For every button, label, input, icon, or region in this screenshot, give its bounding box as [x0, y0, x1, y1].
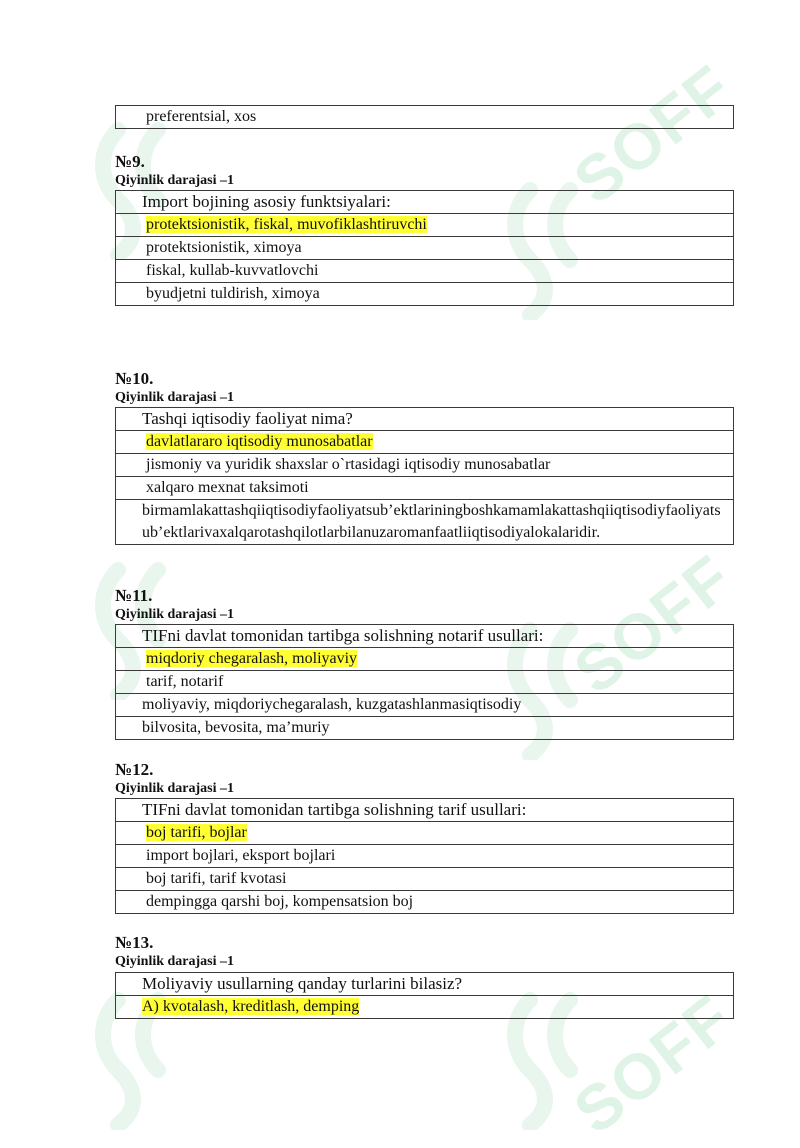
- question-stem: TIFni davlat tomonidan tartibga solishning notarif usullari:: [116, 625, 734, 648]
- answer-option: protektsionistik, ximoya: [116, 237, 734, 260]
- correct-answer: boj tarifi, bojlar: [146, 824, 247, 841]
- difficulty-level: Qiyinlik darajasi –1: [115, 390, 235, 405]
- question-number: №13.: [115, 933, 154, 952]
- answer-option: jismoniy va yuridik shaxslar o`rtasidagi iqtisodiy munosabatlar: [116, 454, 734, 477]
- question-stem: Tashqi iqtisodiy faoliyat nima?: [116, 408, 734, 431]
- answer-option: bilvosita, bevosita, ma’muriy: [116, 717, 734, 740]
- difficulty-level: Qiyinlik darajasi –1: [115, 954, 235, 969]
- prev-question-table: [115, 105, 734, 129]
- question-table: [115, 798, 734, 914]
- question-stem: Import bojining asosiy funktsiyalari:: [116, 191, 734, 214]
- question-stem: Moliyaviy usullarning qanday turlarini bilasiz?: [116, 973, 734, 996]
- question-header: [115, 152, 234, 189]
- question-number: №9.: [115, 152, 145, 171]
- correct-answer: protektsionistik, fiskal, muvofiklashtiruvchi: [146, 216, 427, 233]
- difficulty-level: Qiyinlik darajasi –1: [115, 173, 235, 188]
- answer-option: fiskal, kullab-kuvvatlovchi: [116, 260, 734, 283]
- question-header: [115, 369, 234, 406]
- prev-option: preferentsial, xos: [116, 106, 734, 129]
- correct-answer: A) kvotalash, kreditlash, demping: [142, 998, 360, 1015]
- answer-option: byudjetni tuldirish, ximoya: [116, 283, 734, 306]
- question-header: [115, 760, 234, 797]
- correct-answer: davlatlararo iqtisodiy munosabatlar: [146, 433, 373, 450]
- watermark: SOFF: [560, 540, 746, 708]
- question-number: №12.: [115, 760, 154, 779]
- difficulty-level: Qiyinlik darajasi –1: [115, 607, 235, 622]
- answer-option: import bojlari, eksport bojlari: [116, 845, 734, 868]
- watermark: SOFF: [560, 980, 746, 1148]
- question-header: [115, 586, 234, 623]
- question-table: [115, 624, 734, 740]
- question-number: №11.: [115, 586, 153, 605]
- watermark: SOFF: [560, 50, 746, 218]
- question-header: [115, 933, 234, 970]
- answer-option: moliyaviy, miqdoriychegaralash, kuzgatashlanmasiqtisodiy: [116, 694, 734, 717]
- difficulty-level: Qiyinlik darajasi –1: [115, 781, 235, 796]
- correct-answer: miqdoriy chegaralash, moliyaviy: [146, 650, 358, 667]
- answer-option: xalqaro mexnat taksimoti: [116, 477, 734, 500]
- answer-option: birmamlakattashqiiqtisodiyfaoliyatsub’ektlariningboshkamamlakattashqiiqtisodiyfaoliyatsub’ektlarivaxalqarotashqilotlarbilanuzaromanfaatliiqtisodiyalokalaridir.: [116, 500, 734, 545]
- answer-option: dempingga qarshi boj, kompensatsion boj: [116, 891, 734, 914]
- answer-option: boj tarifi, tarif kvotasi: [116, 868, 734, 891]
- question-table: [115, 407, 734, 545]
- question-number: №10.: [115, 369, 154, 388]
- question-table: [115, 190, 734, 306]
- answer-option: tarif, notarif: [116, 671, 734, 694]
- question-stem: TIFni davlat tomonidan tartibga solishning tarif usullari:: [116, 799, 734, 822]
- question-table: [115, 972, 734, 1019]
